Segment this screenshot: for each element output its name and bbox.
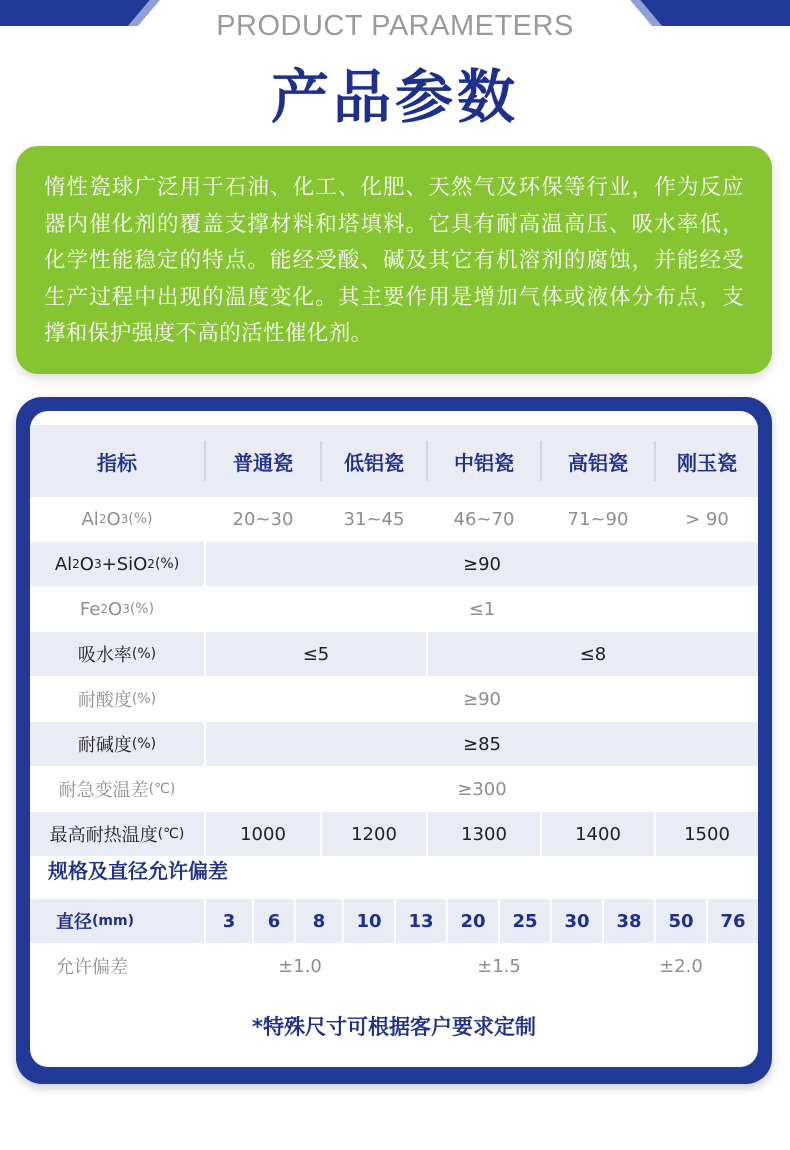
table-cell: ≥90: [206, 542, 758, 586]
table-cell: 1300: [428, 812, 540, 856]
parameter-panel: [30, 411, 758, 1067]
row-label-tolerance: 允许偏差: [30, 944, 204, 988]
table-row-tolerance: [30, 944, 758, 988]
table-header-row: [30, 425, 758, 497]
chinese-title: 产品参数: [270, 63, 519, 131]
table-cell: ≤5: [206, 632, 426, 676]
table-cell: 1400: [542, 812, 654, 856]
row-label-diameter: 直径 (mm): [30, 899, 204, 943]
tolerance-cell: ±2.0: [604, 944, 758, 988]
diameter-cell: 3: [206, 899, 252, 943]
diameter-cell: 30: [552, 899, 602, 943]
header-indicator: 指标: [97, 450, 137, 475]
table-row-al2o3: [30, 497, 758, 541]
table-row-thermal-shock: [30, 767, 758, 811]
diameter-cell: 13: [396, 899, 446, 943]
header-low-alumina: 低铝瓷: [344, 450, 404, 475]
table-row-alkali-resistance: [30, 722, 758, 766]
tolerance-cell: ±1.5: [396, 944, 602, 988]
row-label-thermal-shock: 耐急变温差 (℃): [30, 767, 204, 811]
parameter-frame: [16, 397, 772, 1084]
intro-box: [16, 146, 772, 374]
table-cell: ≥300: [206, 767, 758, 811]
table-cell: ≤8: [428, 632, 758, 676]
table-row-diameter: [30, 899, 758, 943]
row-label-acid-resistance: 耐酸度 (%): [30, 677, 204, 721]
table-row-max-temperature: [30, 812, 758, 856]
diameter-cell: 25: [500, 899, 550, 943]
row-label-al2o3-sio2: Al 2 O 3 +SiO 2 (%): [30, 542, 204, 586]
spec-section-title: 规格及直径允许偏差: [48, 859, 228, 883]
table-row-fe2o3: [30, 587, 758, 631]
row-label-al2o3: Al 2 O 3 (%): [30, 497, 204, 541]
intro-text: 惰性瓷球广泛用于石油、化工、化肥、天然气及环保等行业，作为反应器内催化剂的覆盖支撑材料和塔填料。它具有耐高温高压、吸水率低，化学性能稳定的特点。能经受酸、碱及其它有机溶剂的腐蚀，并能经受生产过程中出现的温度变化。其主要作用是增加气体或液体分布点，支撑和保护强度不高的活性催化剂。: [44, 175, 744, 346]
diameter-cell: 6: [254, 899, 294, 943]
table-row-water-absorption: [30, 632, 758, 676]
table-cell: 1500: [656, 812, 758, 856]
custom-size-note: *特殊尺寸可根据客户要求定制: [252, 1015, 536, 1039]
header-medium-alumina: 中铝瓷: [454, 450, 514, 475]
row-label-water-absorption: 吸水率 (%): [30, 632, 204, 676]
header-ordinary: 普通瓷: [233, 450, 293, 475]
table-cell: 31~45: [322, 497, 426, 541]
table-cell: 71~90: [542, 497, 654, 541]
diameter-cell: 8: [296, 899, 342, 943]
header-corundum: 刚玉瓷: [677, 450, 737, 475]
row-label-alkali-resistance: 耐碱度 (%): [30, 722, 204, 766]
diameter-cell: 38: [604, 899, 654, 943]
table-cell: 46~70: [428, 497, 540, 541]
diameter-cell: 20: [448, 899, 498, 943]
tolerance-cell: ±1.0: [206, 944, 394, 988]
row-label-max-temperature: 最高耐热温度 (℃): [30, 812, 204, 856]
table-cell: ≥90: [206, 677, 758, 721]
diameter-cell: 50: [656, 899, 706, 943]
table-cell: ≥85: [206, 722, 758, 766]
table-cell: > 90: [656, 497, 758, 541]
table-cell: ≤1: [206, 587, 758, 631]
english-title: PRODUCT PARAMETERS: [216, 10, 574, 42]
diameter-cell: 76: [708, 899, 758, 943]
table-row-acid-resistance: [30, 677, 758, 721]
table-cell: 20~30: [206, 497, 320, 541]
row-label-fe2o3: Fe 2 O 3 (%): [30, 587, 204, 631]
table-cell: 1200: [322, 812, 426, 856]
header-high-alumina: 高铝瓷: [568, 450, 628, 475]
table-row-al2o3-sio2: [30, 542, 758, 586]
diameter-cell: 10: [344, 899, 394, 943]
table-cell: 1000: [206, 812, 320, 856]
